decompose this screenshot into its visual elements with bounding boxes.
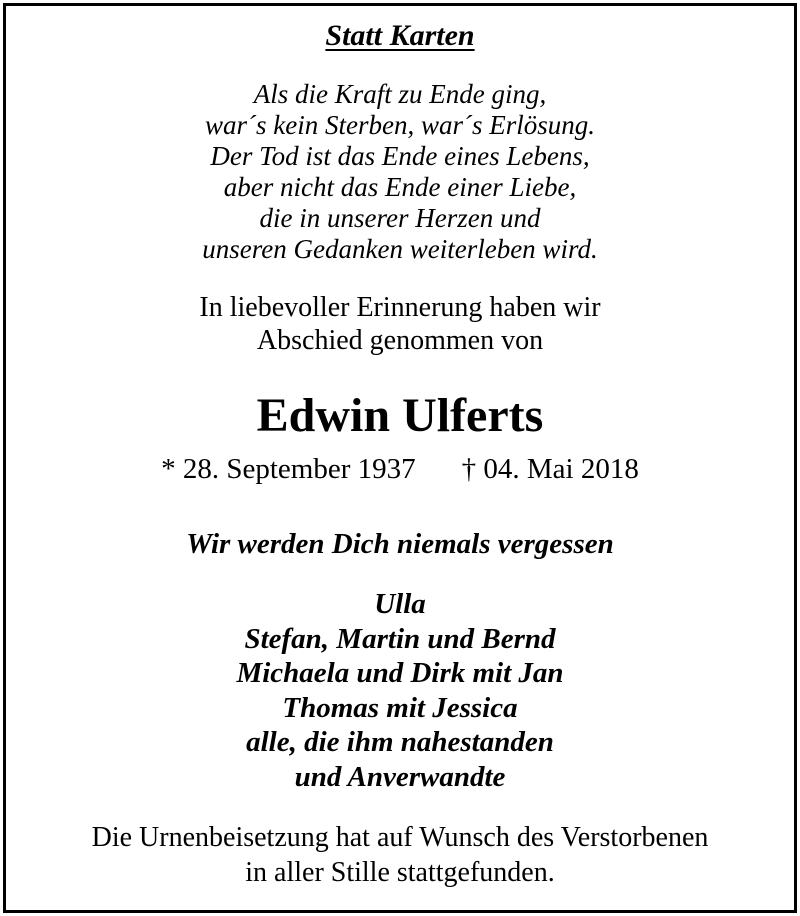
mourners-list bbox=[0, 587, 800, 794]
burial-notice bbox=[0, 820, 800, 890]
poem-line: die in unserer Herzen und bbox=[259, 203, 541, 233]
mourner-line: Stefan, Martin und Bernd bbox=[244, 622, 556, 655]
birth-date: * 28. September 1937 bbox=[161, 453, 416, 485]
mourner-line: Thomas mit Jessica bbox=[282, 691, 518, 724]
mourner-line: Ulla bbox=[374, 588, 426, 620]
heading-statt-karten: Statt Karten bbox=[325, 19, 475, 52]
poem-line: Der Tod ist das Ende eines Lebens, bbox=[210, 141, 590, 171]
notice-line: Die Urnenbeisetzung hat auf Wunsch des Verstorbenen bbox=[91, 822, 709, 853]
poem-line: aber nicht das Ende einer Liebe, bbox=[223, 172, 577, 202]
life-dates bbox=[0, 455, 800, 484]
farewell-line: Wir werden Dich niemals vergessen bbox=[186, 528, 614, 560]
deceased-name: Edwin Ulferts bbox=[256, 389, 544, 442]
notice-line: in aller Stille stattgefunden. bbox=[245, 857, 555, 888]
mourner-line: und Anverwandte bbox=[294, 760, 506, 793]
death-date: † 04. Mai 2018 bbox=[461, 453, 639, 485]
poem-line: war´s kein Sterben, war´s Erlösung. bbox=[205, 110, 595, 140]
poem-line: unseren Gedanken weiterleben wird. bbox=[202, 234, 598, 264]
intro-line: Abschied genommen von bbox=[256, 325, 544, 356]
intro-text bbox=[0, 291, 800, 357]
poem-line: Als die Kraft zu Ende ging, bbox=[253, 79, 547, 109]
mourner-line: Michaela und Dirk mit Jan bbox=[236, 657, 564, 689]
mourner-line: alle, die ihm nahestanden bbox=[246, 726, 554, 758]
poem bbox=[0, 79, 800, 265]
intro-line: In liebevoller Erinnerung haben wir bbox=[199, 292, 601, 323]
